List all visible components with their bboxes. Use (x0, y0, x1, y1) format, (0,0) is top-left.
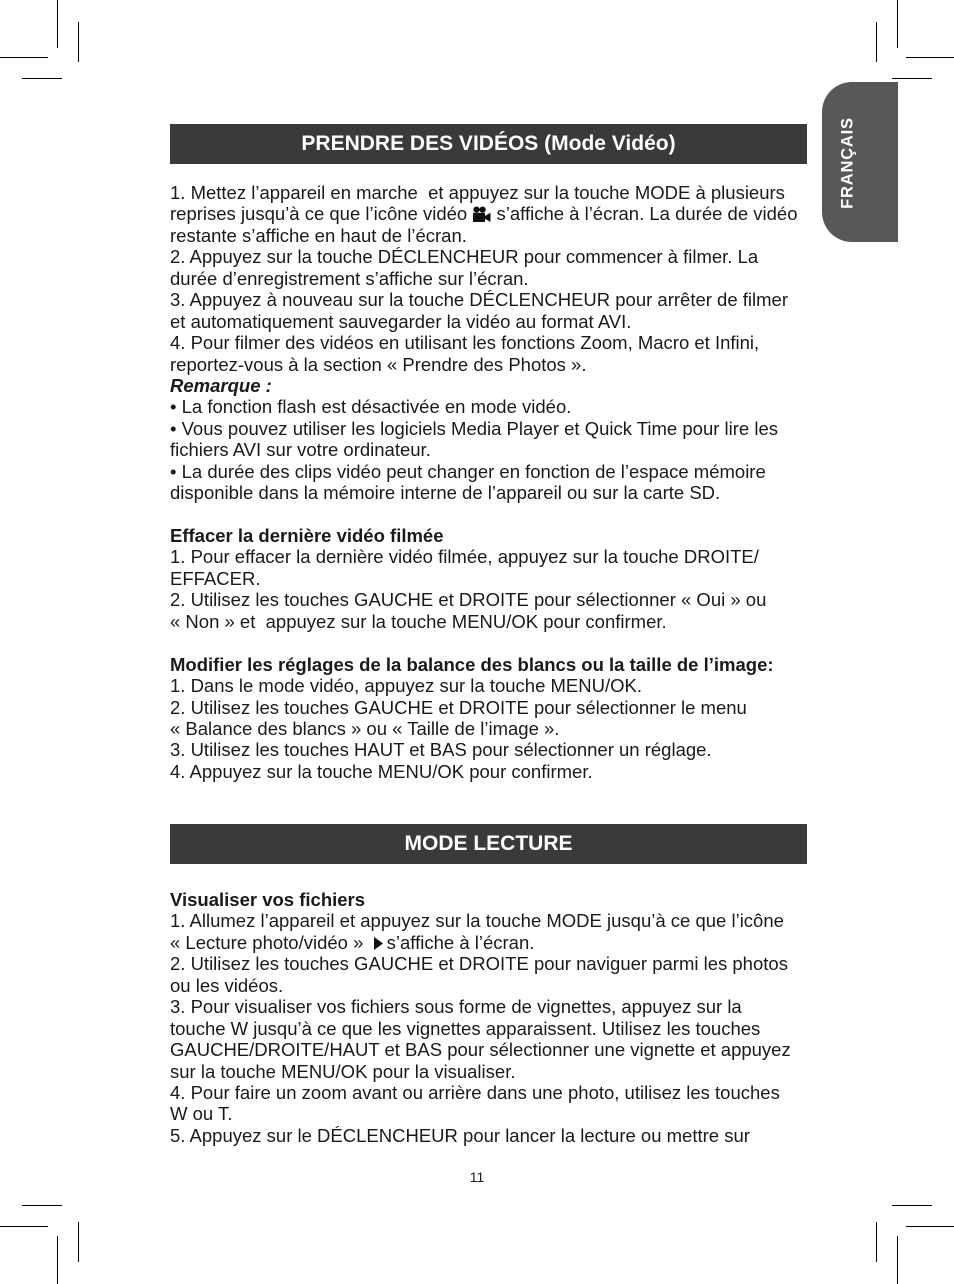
text-segment: reprises jusqu’à ce que l’icône vidéo (170, 203, 473, 225)
video-camera-icon (472, 206, 491, 223)
subsection-heading: Visualiser vos fichiers (170, 889, 366, 910)
body-text-line: sur la touche MENU/OK pour la visualiser. (170, 1060, 516, 1082)
body-text-line: 1. Allumez l’appareil et appuyez sur la touche MODE jusqu’à ce que l’icône (170, 910, 784, 932)
note-line: • La durée des clips vidéo peut changer en fonction de l’espace mémoire (170, 460, 766, 482)
section-body (170, 182, 820, 782)
subsection-heading: Effacer la dernière vidéo filmée (170, 525, 444, 546)
section-title: PRENDRE DES VIDÉOS (Mode Vidéo) (301, 132, 676, 155)
body-text-line: 3. Utilisez les touches HAUT et BAS pour sélectionner un réglage. (170, 739, 712, 761)
body-text-line: 2. Appuyez sur la touche DÉCLENCHEUR pour commencer à filmer. La (170, 246, 759, 268)
body-text-line: 3. Pour visualiser vos fichiers sous forme de vignettes, appuyez sur la (170, 996, 742, 1018)
text-segment: « Lecture photo/vidéo » (170, 931, 374, 953)
body-text-line: GAUCHE/DROITE/HAUT et BAS pour sélectionner une vignette et appuyez (170, 1039, 791, 1061)
body-text-line: 2. Utilisez les touches GAUCHE et DROITE pour naviguer parmi les photos (170, 953, 788, 975)
body-text-line: 4. Pour filmer des vidéos en utilisant les fonctions Zoom, Macro et Infini, (170, 332, 760, 354)
body-text-line: 3. Appuyez à nouveau sur la touche DÉCLENCHEUR pour arrêter de filmer (170, 289, 788, 311)
section-header-bar (170, 824, 807, 864)
note-line: fichiers AVI sur votre ordinateur. (170, 439, 431, 461)
body-text-line: 1. Mettez l’appareil en marche et appuyez sur la touche MODE à plusieurs (170, 182, 785, 203)
body-text-line: « Balance des blancs » ou « Taille de l’image ». (170, 717, 560, 739)
subsection-heading: Modifier les réglages de la balance des blancs ou la taille de l’image: (170, 653, 774, 675)
body-text-line: 5. Appuyez sur le DÉCLENCHEUR pour lancer la lecture ou mettre sur (170, 1124, 750, 1146)
body-text-line: ou les vidéos. (170, 974, 284, 996)
body-text-line: et automatiquement sauvegarder la vidéo au format AVI. (170, 310, 632, 332)
note-line: • La fonction flash est désactivée en mode vidéo. (170, 396, 572, 418)
body-text-line (170, 203, 820, 224)
body-text-line: durée d’enregistrement s’affiche sur l’écran. (170, 267, 529, 289)
body-text-line: 4. Pour faire un zoom avant ou arrière dans une photo, utilisez les touches (170, 1081, 780, 1103)
body-text-line: 4. Appuyez sur la touche MENU/OK pour confirmer. (170, 760, 593, 782)
play-icon (374, 937, 383, 950)
paragraph-spacer (170, 504, 820, 525)
paragraph-spacer (170, 632, 820, 653)
body-text-line: 2. Utilisez les touches GAUCHE et DROITE pour sélectionner le menu (170, 696, 747, 718)
body-text-line: reportez-vous à la section « Prendre des Photos ». (170, 353, 587, 375)
note-line: • Vous pouvez utiliser les logiciels Media Player et Quick Time pour lire les (170, 417, 778, 439)
language-tab (822, 82, 898, 242)
body-text-line: W ou T. (170, 1103, 233, 1125)
section-body (170, 889, 820, 1146)
body-text-line: 2. Utilisez les touches GAUCHE et DROITE pour sélectionner « Oui » ou (170, 589, 767, 611)
text-segment: s’affiche à l’écran. La durée de vidéo (491, 203, 798, 225)
body-text-line (170, 932, 820, 953)
body-text-line: restante s’affiche en haut de l’écran. (170, 224, 467, 246)
text-segment: s’affiche à l’écran. (386, 931, 535, 953)
body-text-line: 1. Dans le mode vidéo, appuyez sur la touche MENU/OK. (170, 675, 642, 697)
body-text-line: EFFACER. (170, 567, 261, 589)
note-heading: Remarque : (170, 374, 272, 396)
body-text-line: « Non » et appuyez sur la touche MENU/OK pour confirmer. (170, 610, 667, 632)
body-text-line: touche W jusqu’à ce que les vignettes apparaissent. Utilisez les touches (170, 1017, 761, 1039)
section-title: MODE LECTURE (404, 832, 573, 855)
page-number: 11 (469, 1169, 485, 1185)
section-header-bar (170, 124, 807, 164)
body-text-line: 1. Pour effacer la dernière vidéo filmée, appuyez sur la touche DROITE/ (170, 546, 759, 568)
language-tab-label: FRANÇAIS (838, 117, 857, 209)
note-line: disponible dans la mémoire interne de l’appareil ou sur la carte SD. (170, 482, 721, 504)
